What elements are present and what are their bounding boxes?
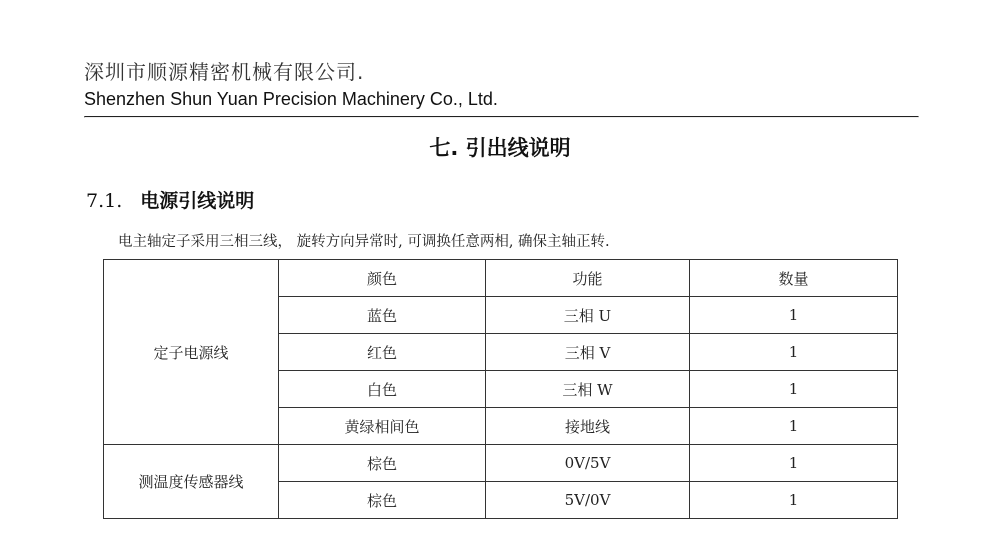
cell-quantity: 1: [690, 482, 898, 519]
group-label-temp-sensor: 测温度传感器线: [104, 445, 279, 519]
subsection-number: 7.1.: [86, 190, 123, 212]
cell-function: 0V/5V: [486, 445, 690, 482]
cell-function: 三相 U: [486, 297, 690, 334]
table-header-row: [104, 260, 898, 297]
cell-quantity: 1: [690, 408, 898, 445]
company-name-cn: 深圳市顺源精密机械有限公司.: [84, 60, 365, 84]
lead-wire-table: [103, 259, 898, 519]
cell-color: 棕色: [279, 482, 486, 519]
header-divider: [84, 116, 919, 118]
table-row: [104, 445, 898, 482]
subsection-heading: [86, 186, 254, 213]
cell-color: 红色: [279, 334, 486, 371]
header-quantity: 数量: [690, 260, 898, 297]
cell-color: 蓝色: [279, 297, 486, 334]
cell-function: 5V/0V: [486, 482, 690, 519]
cell-color: 黄绿相间色: [279, 408, 486, 445]
cell-color: 棕色: [279, 445, 486, 482]
section-title: 七. 引出线说明: [429, 136, 571, 160]
cell-function: 三相 V: [486, 334, 690, 371]
header-function: 功能: [486, 260, 690, 297]
cell-function: 三相 W: [486, 371, 690, 408]
cell-color: 白色: [279, 371, 486, 408]
cell-quantity: 1: [690, 297, 898, 334]
description-text: 电主轴定子采用三相三线， 旋转方向异常时, 可调换任意两相, 确保主轴正转.: [118, 234, 610, 250]
cell-quantity: 1: [690, 445, 898, 482]
cell-function: 接地线: [486, 408, 690, 445]
subsection-title: 电源引线说明: [140, 190, 255, 212]
header-color: 颜色: [279, 260, 486, 297]
company-name-en: Shenzhen Shun Yuan Precision Machinery Co., Ltd.: [84, 89, 498, 109]
cell-quantity: 1: [690, 334, 898, 371]
group-label-stator-power: 定子电源线: [104, 260, 279, 445]
cell-quantity: 1: [690, 371, 898, 408]
